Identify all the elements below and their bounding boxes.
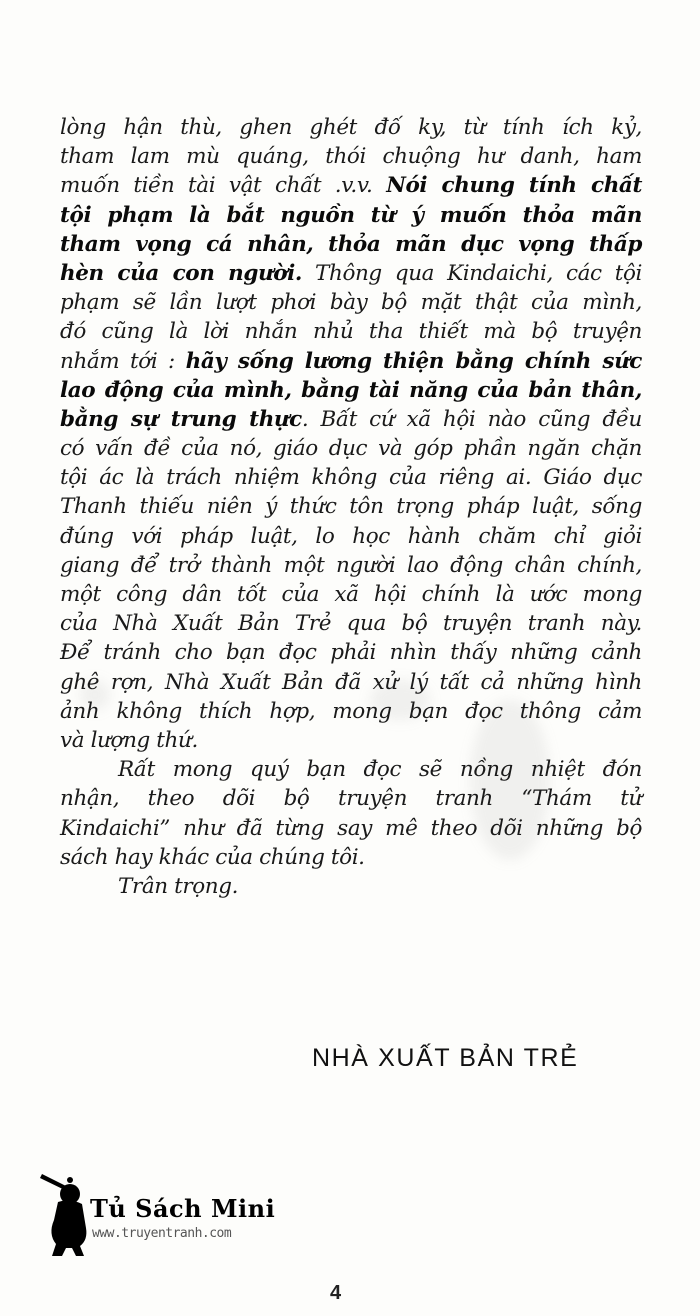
- bold-text-segment: lao động của mình, bằng tài năng của bản thân,: [60, 377, 642, 403]
- text-line: [60, 463, 642, 492]
- text-segment: giang để trở thành một người lao động chân chính,: [60, 552, 642, 578]
- text-segment: Rất mong quý bạn đọc sẽ nồng nhiệt đón: [118, 757, 642, 783]
- text-line: [60, 814, 642, 843]
- bold-text-segment: hãy sống lương thiện bằng chính sức: [185, 348, 642, 374]
- text-segment: lòng hận thù, ghen ghét đố ky, từ tính ích kỷ,: [60, 115, 642, 140]
- text-line: [60, 551, 642, 580]
- text-line: [60, 347, 642, 376]
- text-segment: tham lam mù quáng, thói chuộng hư danh, ham: [60, 144, 642, 170]
- text-line: [60, 522, 642, 551]
- text-line: [60, 784, 642, 813]
- text-segment: Để tránh cho bạn đọc phải nhìn thấy những cảnh: [60, 640, 642, 666]
- text-segment: sách hay khác của chúng tôi.: [60, 844, 365, 870]
- text-line: [60, 872, 642, 901]
- text-line: [60, 405, 642, 434]
- text-line: [60, 638, 642, 667]
- text-segment: Thông qua Kindaichi, các tội: [302, 260, 642, 286]
- bold-text-segment: hèn của con người.: [60, 260, 303, 286]
- text-segment: nhận, theo dõi bộ truyện tranh “Thám tử: [60, 786, 642, 812]
- text-segment: phạm sẽ lần lượt phơi bày bộ mặt thật của mình,: [60, 290, 642, 316]
- text-segment: Thanh thiếu niên ý thức tôn trọng pháp luật, sống: [60, 494, 642, 520]
- text-line: [60, 317, 642, 346]
- text-segment: của Nhà Xuất Bản Trẻ qua bộ truyện tranh này.: [60, 611, 642, 637]
- text-line: [60, 201, 642, 230]
- text-line: [60, 580, 642, 609]
- body-text: [60, 113, 642, 901]
- text-segment: . Bất cứ xã hội nào cũng đều: [301, 406, 642, 432]
- text-line: [60, 288, 642, 317]
- text-segment: và lượng thứ.: [60, 727, 198, 753]
- publisher-signature: NHÀ XUẤT BẢN TRẺ: [312, 1044, 579, 1072]
- text-line: [60, 376, 642, 405]
- text-line: [60, 171, 642, 200]
- text-line: [60, 726, 642, 755]
- text-segment: tội ác là trách nhiệm không của riêng ai. Giáo dục: [60, 465, 642, 491]
- text-segment: đúng với pháp luật, lo học hành chăm chỉ giỏi: [60, 523, 642, 549]
- text-line: [60, 609, 642, 638]
- text-line: [60, 142, 642, 171]
- bold-text-segment: tội phạm là bắt nguồn từ ý muốn thỏa mãn: [60, 202, 642, 228]
- text-segment: muốn tiền tài vật chất .v.v.: [60, 173, 387, 199]
- bold-text-segment: tham vọng cá nhân, thỏa mãn dục vọng thấp: [60, 231, 642, 257]
- tu-sach-mini-logo: [40, 1168, 280, 1258]
- text-segment: có vấn đề của nó, giáo dục và góp phần ngăn chặn: [60, 436, 642, 462]
- text-line: [60, 697, 642, 726]
- text-line: [60, 843, 642, 872]
- text-line: [60, 230, 642, 259]
- text-line: [60, 755, 642, 784]
- logo-title: Tủ Sách Mini: [90, 1194, 276, 1223]
- text-line: [60, 668, 642, 697]
- text-segment: ghê rợn, Nhà Xuất Bản đã xử lý tất cả những hình: [60, 669, 642, 695]
- text-segment: Kindaichi” như đã từng say mê theo dõi những bộ: [60, 815, 642, 841]
- bold-text-segment: bằng sự trung thực: [60, 406, 302, 432]
- text-segment: đó cũng là lời nhắn nhủ tha thiết mà bộ truyện: [60, 319, 642, 345]
- text-line: [60, 113, 642, 142]
- text-segment: Trân trọng.: [118, 873, 239, 899]
- page-number: 4: [330, 1282, 342, 1304]
- logo-url: www.truyentranh.com: [92, 1226, 232, 1241]
- bold-text-segment: Nói chung tính chất: [386, 173, 642, 199]
- text-line: [60, 434, 642, 463]
- text-segment: ảnh không thích hợp, mong bạn đọc thông cảm: [60, 698, 642, 724]
- text-line: [60, 259, 642, 288]
- text-segment: một công dân tốt của xã hội chính là ước mong: [60, 582, 642, 607]
- text-segment: nhắm tới :: [60, 348, 186, 374]
- text-line: [60, 492, 642, 521]
